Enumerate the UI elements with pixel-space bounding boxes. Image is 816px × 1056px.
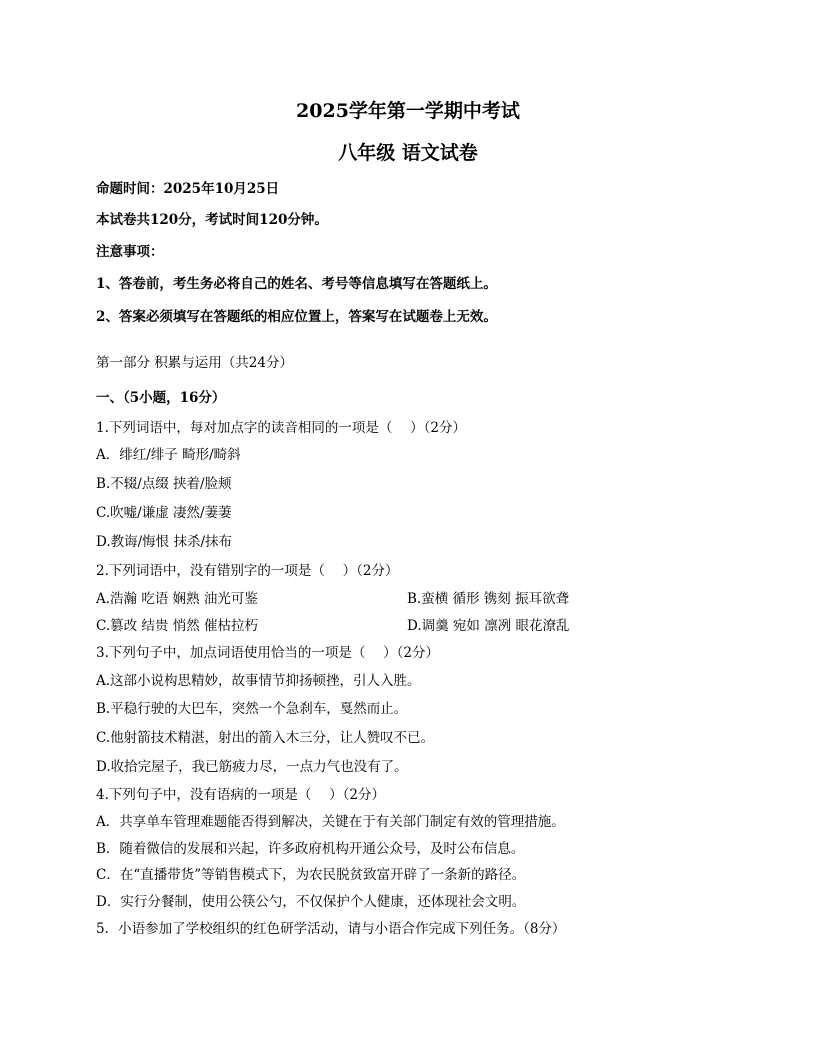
question-1-stem: 1.下列词语中，每对加点字的读音相同的一项是（ ）（2分）: [96, 420, 467, 436]
question-3-option-c: C.他射箭技术精湛，射出的箭入木三分，让人赞叹不已。: [96, 730, 435, 746]
exam-scoring: 本试卷共120分，考试时间120分钟。: [96, 212, 328, 228]
notice-heading: 注意事项：: [96, 244, 164, 260]
question-2-option-b: B.蛮横 循形 镌刻 振耳欲聋: [407, 591, 570, 607]
notice-item-2: 2、答案必须填写在答题纸的相应位置上，答案写在试题卷上无效。: [96, 309, 497, 325]
question-2-option-a: A.浩瀚 吃语 娴熟 油光可鉴: [96, 591, 258, 607]
question-3-option-b: B.平稳行驶的大巴车，突然一个急刹车，戛然而止。: [96, 701, 408, 717]
part-title: 第一部分 积累与运用（共24分）: [96, 355, 293, 371]
question-3-stem: 3.下列句子中，加点词语使用恰当的一项是（ ）（2分）: [96, 645, 440, 661]
question-4-stem: 4.下列句子中，没有语病的一项是（ ）（2分）: [96, 787, 386, 803]
question-3-option-a: A.这部小说构思精妙，故事情节抑扬顿挫，引人入胜。: [96, 673, 421, 689]
exam-date: 命题时间：2025年10月25日: [96, 181, 280, 197]
question-4-option-a: A．共享单车管理难题能否得到解决，关键在于有关部门制定有效的管理措施。: [96, 814, 565, 830]
question-1-option-c: C.吹嘘/谦虚 凄然/萋萋: [96, 505, 232, 521]
question-1-option-d: D.教诲/悔恨 抹杀/抹布: [96, 534, 233, 550]
question-4-option-c: C．在“直播带货”等销售模式下，为农民脱贫致富开辟了一条新的路径。: [96, 867, 526, 883]
question-1-option-a: A．绯红/绯子 畸形/畸斜: [96, 447, 241, 463]
exam-title: 2025学年第一学期中考试: [296, 100, 520, 122]
question-3-option-d: D.收拾完屋子，我已筋疲力尽，一点力气也没有了。: [96, 759, 408, 775]
question-4-option-d: D．实行分餐制，使用公筷公勺，不仅保护个人健康，还体现社会文明。: [96, 894, 526, 910]
question-2-option-d: D.调羹 宛如 凛冽 眼花潦乱: [407, 618, 570, 634]
question-1-option-b: B.不辍/点缀 挟着/脸颊: [96, 476, 232, 492]
question-2-option-c: C.篡改 结贵 悄然 催枯拉朽: [96, 618, 259, 634]
group-title: 一、（5小题，16分）: [96, 390, 226, 406]
exam-subtitle: 八年级 语文试卷: [338, 142, 478, 164]
question-2-stem: 2.下列词语中，没有错别字的一项是（ ）（2分）: [96, 563, 399, 579]
question-4-option-b: B．随着微信的发展和兴起，许多政府机构开通公众号，及时公布信息。: [96, 841, 525, 857]
question-5-stem: 5．小语参加了学校组织的红色研学活动，请与小语合作完成下列任务。（8分）: [96, 921, 566, 937]
notice-item-1: 1、答卷前，考生务必将自己的姓名、考号等信息填写在答题纸上。: [96, 276, 497, 292]
